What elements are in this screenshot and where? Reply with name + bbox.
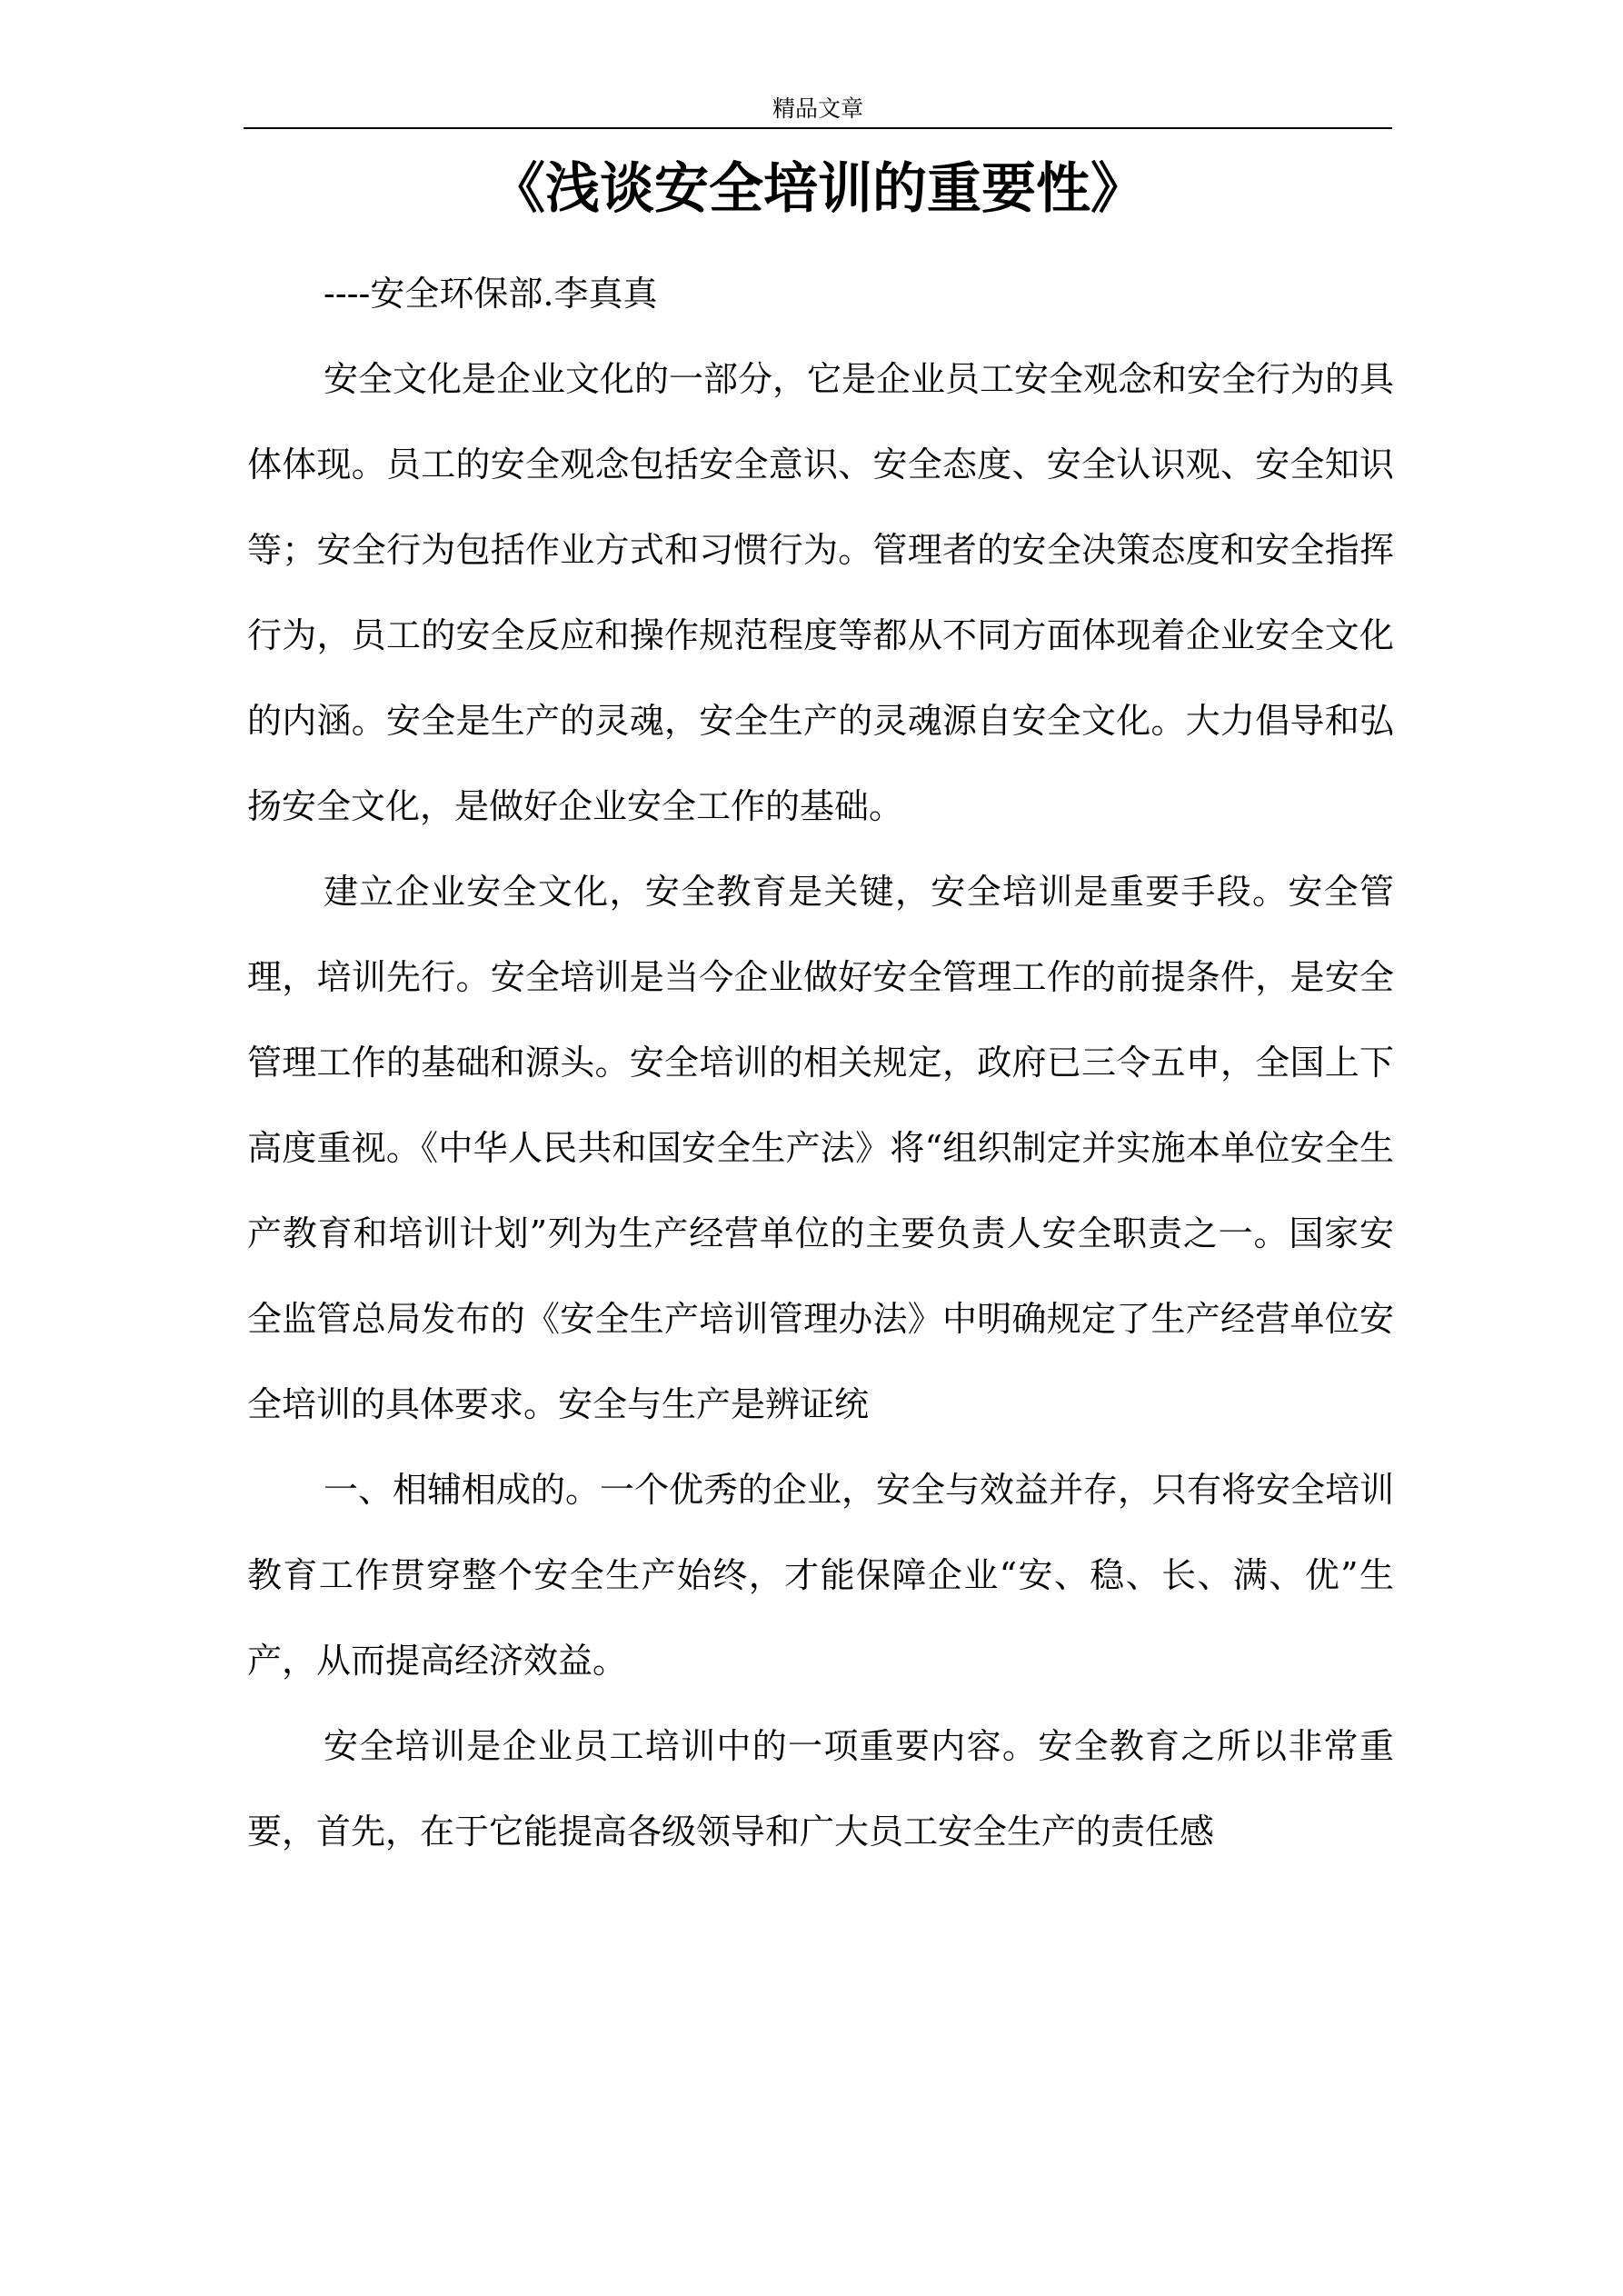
paragraph-1: 安全文化是企业文化的一部分，它是企业员工安全观念和安全行为的具体体现。员工的安全观念包括安全意识、安全态度、安全认识观、安全知识等；安全行为包括作业方式和习惯行为。管理者的安全决策态度和安全指挥行为，员工的安全反应和操作规范程度等都从不同方面体现着企业安全文化的内涵。安全是生产的灵魂，安全生产的灵魂源自安全文化。大力倡导和弘扬安全文化，是做好企业安全工作的基础。 bbox=[247, 359, 1395, 826]
document-title: 《浅谈安全培训的重要性》 bbox=[491, 157, 1145, 221]
paragraph-3: 一、相辅相成的。一个优秀的企业，安全与效益并存，只有将安全培训教育工作贯穿整个安全生产始终，才能保障企业“安、稳、长、满、优”生产，从而提高经济效益。 bbox=[247, 1470, 1395, 1681]
document-body bbox=[247, 251, 1394, 1874]
paragraph-4: 安全培训是企业员工培训中的一项重要内容。安全教育之所以非常重要，首先，在于它能提高各级领导和广大员工安全生产的责任感 bbox=[247, 1726, 1394, 1852]
author-byline: ----安全环保部.李真真 bbox=[324, 274, 658, 314]
header-text: 精品文章 bbox=[772, 95, 863, 122]
page-header bbox=[244, 91, 1392, 129]
paragraph-2: 建立企业安全文化，安全教育是关键，安全培训是重要手段。安全管理，培训先行。安全培训是当今企业做好安全管理工作的前提条件，是安全管理工作的基础和源头。安全培训的相关规定，政府已三令五申，全国上下高度重视。《中华人民共和国安全生产法》将“组织制定并实施本单位安全生产教育和培训计划”列为生产经营单位的主要负责人安全职责之一。国家安全监管总局发布的《安全生产培训管理办法》中明确规定了生产经营单位安全培训的具体要求。安全与生产是辨证统 bbox=[247, 872, 1394, 1424]
